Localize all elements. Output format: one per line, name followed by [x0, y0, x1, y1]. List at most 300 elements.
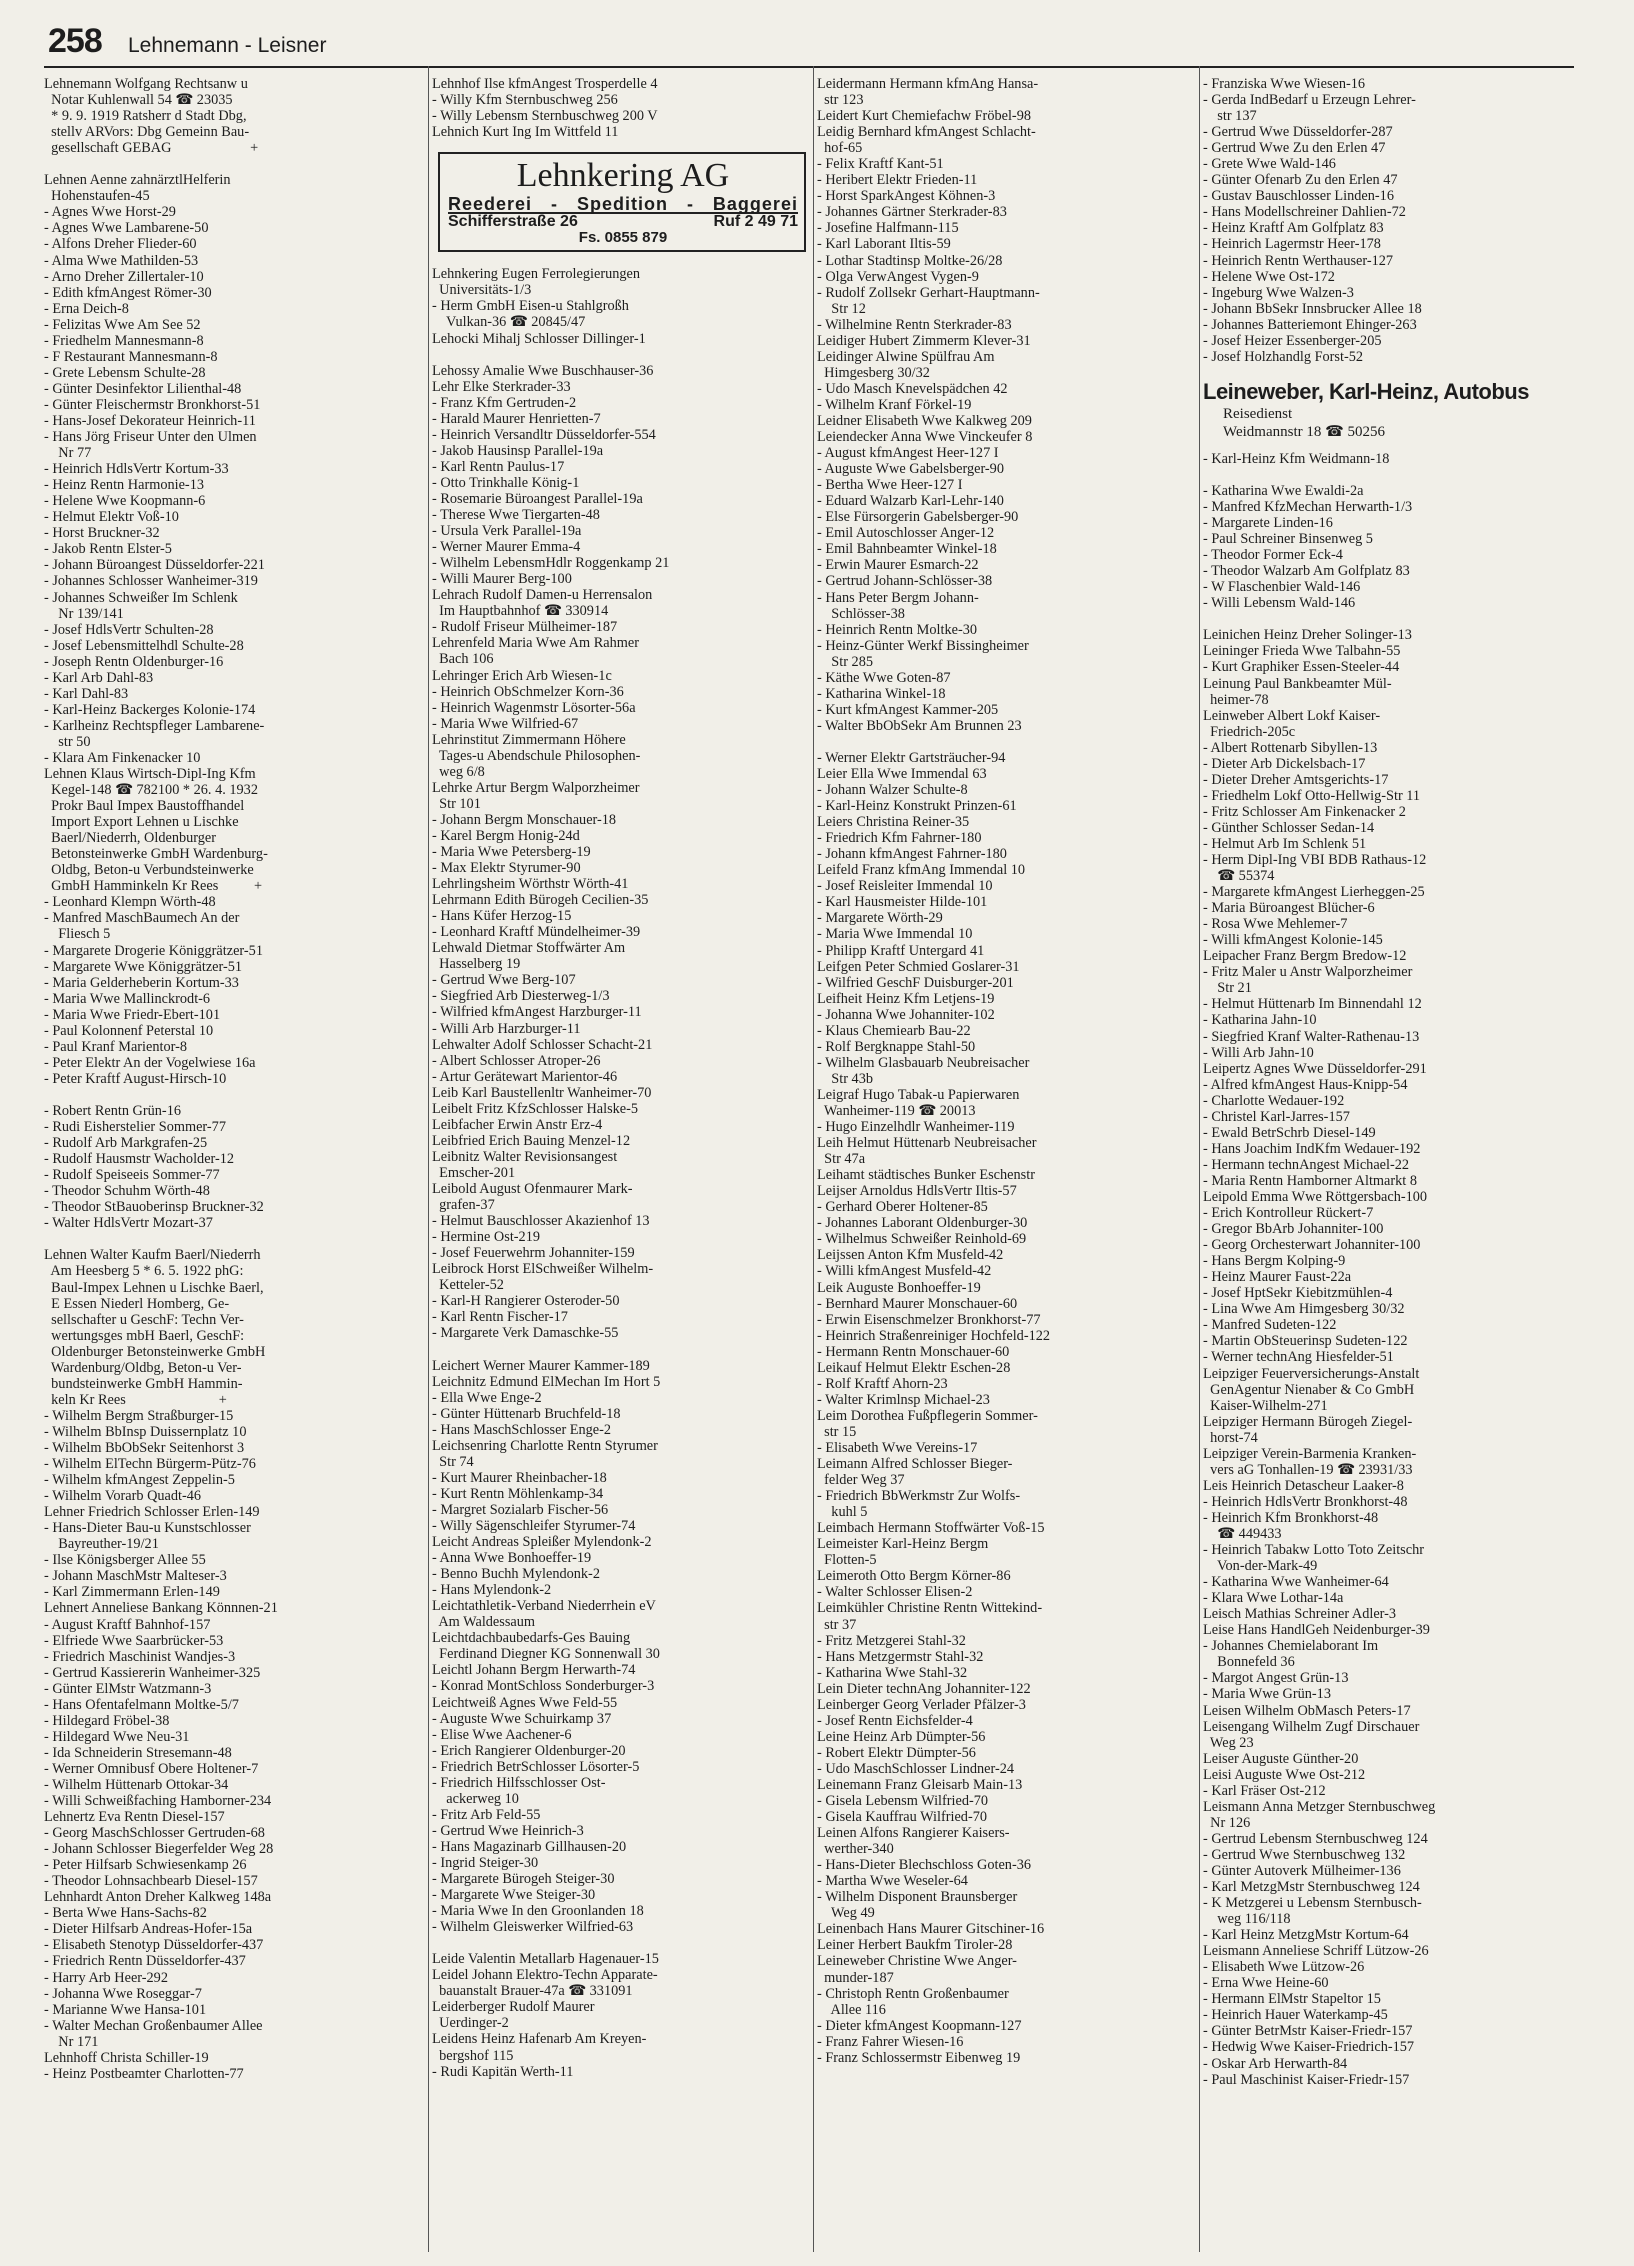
directory-entry: - Margarete Drogerie Königgrätzer-51 — [44, 942, 263, 959]
directory-entry: - Hildegard Wwe Neu-31 — [44, 1728, 190, 1745]
directory-entry: - Margarete Wwe Steiger-30 — [432, 1887, 596, 1904]
directory-entry: - Gregor BbArb Johanniter-100 — [1203, 1221, 1384, 1238]
directory-entry: - Günther Schlosser Sedan-14 — [1203, 819, 1375, 836]
directory-entry: - Werner Elektr Gartsträucher-94 — [817, 749, 1006, 766]
directory-entry: - Wilfried kfmAngest Harzburger-11 — [432, 1004, 642, 1021]
directory-entry: - Walter Krimlnsp Michael-23 — [817, 1391, 990, 1408]
ad-company-name: Leineweber, Karl-Heinz, Autobus — [1203, 378, 1529, 404]
directory-entry: Weg 23 — [1203, 1734, 1254, 1751]
directory-entry: - Josef Rentn Eichsfelder-4 — [817, 1712, 973, 1729]
directory-entry: - Heinrich Versandltr Düsseldorfer-554 — [432, 426, 656, 443]
directory-entry: Lehossy Amalie Wwe Buschhauser-36 — [432, 362, 654, 379]
directory-entry: werther-340 — [817, 1841, 894, 1858]
directory-entry: Leichtathletik-Verband Niederrhein eV — [432, 1598, 656, 1615]
ad-service: Spedition — [576, 194, 668, 215]
directory-entry: - Elisabeth Wwe Lützow-26 — [1203, 1959, 1365, 1976]
directory-entry: - Felix Kraftf Kant-51 — [817, 156, 944, 173]
directory-entry: Leisen Wilhelm ObMasch Peters-17 — [1203, 1702, 1411, 1719]
directory-entry: - Kurt Maurer Rheinbacher-18 — [432, 1469, 607, 1486]
directory-entry: - Friedrich BbWerkmstr Zur Wolfs- — [817, 1488, 1021, 1505]
directory-entry: - Hans Ofentafelmann Moltke-5/7 — [44, 1696, 239, 1713]
directory-entry: - Johann BbSekr Innsbrucker Allee 18 — [1203, 300, 1422, 317]
directory-entry: - Gerhard Oberer Holtener-85 — [817, 1199, 988, 1216]
directory-entry: - Wilhelm kfmAngest Zeppelin-5 — [44, 1472, 235, 1489]
directory-entry: - Wilhelm Vorarb Quadt-46 — [44, 1488, 202, 1505]
directory-entry: Leipziger Feuerversicherungs-Anstalt — [1203, 1365, 1420, 1382]
directory-entry: - Wilhelm ElTechn Bürgerm-Pütz-76 — [44, 1456, 256, 1473]
directory-entry: Bach 106 — [432, 651, 494, 668]
ad-line: Reisedienst — [1223, 405, 1293, 422]
directory-entry: - Katharina Wwe Stahl-32 — [817, 1664, 968, 1681]
directory-entry: - Helmut Elektr Voß-10 — [44, 509, 179, 526]
ad-phone: Ruf 2 49 71 — [713, 213, 798, 231]
directory-entry: Leichtl Johann Bergm Herwarth-74 — [432, 1662, 636, 1679]
directory-entry: Leijssen Anton Kfm Musfeld-42 — [817, 1247, 1004, 1264]
directory-entry: Lehrach Rudolf Damen-u Herrensalon — [432, 587, 653, 604]
directory-entry: Lehrinstitut Zimmermann Höhere — [432, 731, 626, 748]
directory-entry: - Rudolf Zollsekr Gerhart-Hauptmann- — [817, 284, 1040, 301]
directory-entry: Lehrke Artur Bergm Walporzheimer — [432, 779, 640, 796]
directory-entry: - Gertrud Wwe Berg-107 — [432, 972, 576, 989]
directory-entry: - Helmut Hüttenarb Im Binnendahl 12 — [1203, 996, 1422, 1013]
directory-entry: Nr 77 — [44, 445, 92, 462]
directory-entry: Leimann Alfred Schlosser Bieger- — [817, 1456, 1013, 1473]
directory-entry: Str 12 — [817, 300, 866, 317]
directory-entry: - Hans Metzgermstr Stahl-32 — [817, 1648, 984, 1665]
directory-entry: Notar Kuhlenwall 54 ☎ 23035 — [44, 92, 233, 109]
directory-entry: Lehner Friedrich Schlosser Erlen-149 — [44, 1504, 260, 1521]
directory-entry: - Otto Trinkhalle König-1 — [432, 474, 580, 491]
directory-entry: - Paul Kranf Marientor-8 — [44, 1038, 188, 1055]
directory-entry: Leinung Paul Bankbeamter Mül- — [1203, 675, 1392, 692]
directory-entry: - Fritz Arb Feld-55 — [432, 1806, 541, 1823]
directory-entry: - Günter Fleischermstr Bronkhorst-51 — [44, 396, 261, 413]
directory-entry: - Willi kfmAngest Kolonie-145 — [1203, 932, 1383, 949]
directory-entry: ☎ 55374 — [1203, 868, 1275, 885]
directory-entry: Leifheit Heinz Kfm Letjens-19 — [817, 990, 995, 1007]
directory-entry: - Willy Kfm Sternbuschweg 256 — [432, 92, 618, 109]
directory-entry: - Gerda IndBedarf u Erzeugn Lehrer- — [1203, 92, 1416, 109]
directory-entry: - August Kraftf Bahnhof-157 — [44, 1616, 211, 1633]
directory-entry: - Johann Walzer Schulte-8 — [817, 782, 968, 799]
directory-entry: - Heribert Elektr Frieden-11 — [817, 172, 978, 189]
directory-entry: Leipold Emma Wwe Röttgersbach-100 — [1203, 1189, 1428, 1205]
directory-entry: - Erna Wwe Heine-60 — [1203, 1975, 1329, 1992]
directory-entry: - Werner technAng Hiesfelder-51 — [1203, 1349, 1394, 1366]
directory-entry: - Helmut Bauschlosser Akazienhof 13 — [432, 1213, 650, 1230]
directory-entry: - Paul Schreiner Binsenweg 5 — [1203, 531, 1373, 548]
directory-entry: - Paul Kolonnenf Peterstal 10 — [44, 1022, 214, 1039]
directory-entry: - Gertrud Kassiererin Wanheimer-325 — [44, 1664, 261, 1681]
directory-entry: - Emil Bahnbeamter Winkel-18 — [817, 541, 997, 558]
directory-entry: - Lina Wwe Am Himgesberg 30/32 — [1203, 1301, 1405, 1318]
directory-entry: - Theodor Lohnsachbearb Diesel-157 — [44, 1873, 258, 1890]
directory-entry: Lehnhoff Christa Schiller-19 — [44, 2049, 209, 2066]
directory-entry: - Helene Wwe Ost-172 — [1203, 268, 1335, 285]
directory-entry: - Willi Maurer Berg-100 — [432, 571, 572, 588]
directory-entry: - Heinz-Günter Werkf Bissingheimer — [817, 637, 1029, 654]
directory-entry: Leininger Frieda Wwe Talbahn-55 — [1203, 643, 1401, 660]
directory-entry: Friedrich-205c — [1203, 723, 1296, 740]
directory-entry: Leichnitz Edmund ElMechan Im Hort 5 — [432, 1373, 661, 1390]
directory-entry: - Gertrud Wwe Sternbuschweg 132 — [1203, 1846, 1406, 1863]
directory-entry: - Ewald BetrSchrb Diesel-149 — [1203, 1124, 1376, 1141]
directory-entry: - Agnes Wwe Lambarene-50 — [44, 220, 209, 237]
directory-entry: - Margarete kfmAngest Lierheggen-25 — [1203, 884, 1425, 901]
ad-separator: - — [551, 194, 559, 215]
directory-entry: Leijser Arnoldus HdlsVertr Iltis-57 — [817, 1183, 1017, 1200]
directory-entry: Lehnemann Wolfgang Rechtsanw u — [44, 76, 248, 92]
directory-entry: grafen-37 — [432, 1197, 495, 1214]
directory-entry: - Fritz Maler u Anstr Walporzheimer — [1203, 964, 1413, 981]
directory-entry: - Leonhard Klempn Wörth-48 — [44, 894, 216, 911]
directory-entry: bergshof 115 — [432, 2047, 514, 2064]
directory-entry: - Anna Wwe Bonhoeffer-19 — [432, 1550, 592, 1567]
directory-entry: - Walter Mechan Großenbaumer Allee — [44, 2017, 263, 2034]
directory-entry: Leib Karl Baustellenltr Wanheimer-70 — [432, 1084, 652, 1101]
directory-entry: - Auguste Wwe Schuirkamp 37 — [432, 1710, 612, 1727]
directory-entry: - Heinrich Kfm Bronkhorst-48 — [1203, 1509, 1379, 1526]
directory-entry: - Manfred Sudeten-122 — [1203, 1317, 1337, 1334]
directory-entry: - Margarete Wwe Königgrätzer-51 — [44, 958, 243, 975]
directory-entry: - Theodor StBauoberinsp Bruckner-32 — [44, 1199, 264, 1216]
directory-entry: Lehwalter Adolf Schlosser Schacht-21 — [432, 1036, 653, 1053]
column-4-body — [1203, 451, 1583, 2088]
directory-entry: - Else Fürsorgerin Gabelsberger-90 — [817, 509, 1019, 526]
directory-entry: - Wilhelm BbInsp Duissernplatz 10 — [44, 1423, 247, 1440]
directory-entry: - Werner Omnibusf Obere Holtener-7 — [44, 1760, 259, 1777]
directory-entry: - Franz Kfm Gertruden-2 — [432, 394, 577, 411]
directory-entry: Leibrock Horst ElSchweißer Wilhelm- — [432, 1261, 654, 1278]
directory-entry: - Hans-Dieter Blechschloss Goten-36 — [817, 1857, 1031, 1874]
directory-entry: - Maria Rentn Hamborner Altmarkt 8 — [1203, 1172, 1417, 1189]
directory-entry: Ferdinand Diegner KG Sonnenwall 30 — [432, 1646, 660, 1663]
directory-entry: Uerdinger-2 — [432, 2015, 509, 2032]
directory-entry: - W Flaschenbier Wald-146 — [1203, 579, 1361, 596]
directory-entry: - Josef HdlsVertr Schulten-28 — [44, 621, 214, 638]
directory-entry: Ketteler-52 — [432, 1277, 504, 1294]
directory-entry: - Wilhelmine Rentn Sterkrader-83 — [817, 316, 1012, 333]
directory-entry: Leipacher Franz Bergm Bredow-12 — [1203, 948, 1407, 965]
directory-entry: - Johann Bergm Monschauer-18 — [432, 811, 617, 828]
directory-entry: - Johannes Laborant Oldenburger-30 — [817, 1215, 1028, 1232]
directory-entry: - Margarete Verk Damaschke-55 — [432, 1325, 619, 1342]
directory-entry: - Maria Gelderheberin Kortum-33 — [44, 974, 239, 991]
ad-telex: Fs. 0855 879 — [578, 229, 668, 247]
directory-entry: - Berta Wwe Hans-Sachs-82 — [44, 1905, 207, 1922]
directory-entry: wertungsges mbH Baerl, GeschF: — [44, 1327, 245, 1344]
directory-entry: - Herm Dipl-Ing VBI BDB Rathaus-12 — [1203, 852, 1427, 869]
ad-service: Reederei — [448, 194, 533, 215]
directory-entry: - Udo MaschSchlosser Lindner-24 — [817, 1760, 1015, 1777]
directory-entry: Leikauf Helmut Elektr Eschen-28 — [817, 1359, 1011, 1376]
directory-entry: - Christoph Rentn Großenbaumer — [817, 1985, 1009, 2002]
directory-entry: - Erwin Eisenschmelzer Bronkhorst-77 — [817, 1311, 1041, 1328]
directory-entry: - Klara Wwe Lothar-14a — [1203, 1590, 1344, 1607]
directory-entry: - Heinrich Hauer Waterkamp-45 — [1203, 2007, 1388, 2024]
directory-entry — [432, 347, 812, 363]
directory-entry: - Friedhelm Lokf Otto-Hellwig-Str 11 — [1203, 787, 1421, 804]
directory-entry: - Manfred KfzMechan Herwarth-1/3 — [1203, 498, 1413, 515]
directory-entry: Leier Ella Wwe Immendal 63 — [817, 766, 987, 783]
directory-entry: Leicht Andreas Spleißer Mylendonk-2 — [432, 1534, 652, 1551]
directory-entry: - Maria Wwe Mallinckrodt-6 — [44, 990, 211, 1007]
directory-entry: - Willi kfmAngest Musfeld-42 — [817, 1263, 992, 1280]
directory-entry: - Friedrich BetrSchlosser Lösorter-5 — [432, 1758, 640, 1775]
directory-entry: - Hans Küfer Herzog-15 — [432, 908, 572, 925]
directory-entry: - Siegfried Arb Diesterweg-1/3 — [432, 988, 610, 1005]
directory-entry: - Walter HdlsVertr Mozart-37 — [44, 1215, 213, 1232]
page-number: 258 — [48, 22, 102, 60]
directory-entry: - Benno Buchh Mylendonk-2 — [432, 1566, 600, 1583]
directory-entry: - Dieter kfmAngest Koopmann-127 — [817, 2017, 1022, 2034]
directory-entry: - Kurt Graphiker Essen-Steeler-44 — [1203, 659, 1400, 676]
directory-entry: - Olga VerwAngest Vygen-9 — [817, 268, 979, 285]
directory-entry: - Heinrich Tabakw Lotto Toto Zeitschr — [1203, 1542, 1425, 1559]
column-2-body — [432, 266, 812, 2079]
directory-entry: - Karl Rentn Fischer-17 — [432, 1309, 568, 1326]
directory-entry: - Grete Lebensm Schulte-28 — [44, 364, 206, 381]
directory-entry: - Grete Wwe Wald-146 — [1203, 156, 1336, 173]
directory-entry: Leibelt Fritz KfzSchlosser Halske-5 — [432, 1100, 639, 1117]
directory-entry: - Gertrud Wwe Zu den Erlen 47 — [1203, 140, 1386, 157]
directory-entry: - Ingeburg Wwe Walzen-3 — [1203, 284, 1354, 301]
directory-entry: - Johannes Schweißer Im Schlenk — [44, 589, 238, 606]
directory-entry: - Wilhelm Gleiswerker Wilfried-63 — [432, 1919, 634, 1936]
directory-entry: - Katharina Wwe Ewaldi-2a — [1203, 482, 1364, 499]
directory-entry: - Hans Jörg Friseur Unter den Ulmen — [44, 429, 257, 446]
directory-entry: - Manfred MaschBaumech An der — [44, 910, 240, 927]
directory-entry: - Walter Schlosser Elisen-2 — [817, 1584, 973, 1601]
directory-entry: - F Restaurant Mannesmann-8 — [44, 348, 218, 365]
directory-entry: - Heinz Rentn Harmonie-13 — [44, 477, 204, 494]
directory-entry: - Josef Reisleiter Immendal 10 — [817, 878, 993, 895]
directory-entry: Lehr Elke Sterkrader-33 — [432, 378, 571, 395]
directory-entry: - K Metzgerei u Lebensm Sternbusch- — [1203, 1895, 1422, 1912]
directory-entry: Leiendecker Anna Wwe Vinckeufer 8 — [817, 429, 1033, 446]
directory-entry: - Klara Am Finkenacker 10 — [44, 749, 201, 766]
directory-entry: Leinichen Heinz Dreher Solinger-13 — [1203, 627, 1412, 644]
directory-entry: - Karl Rentn Paulus-17 — [432, 458, 565, 475]
directory-entry: - Oskar Arb Herwarth-84 — [1203, 2055, 1348, 2072]
directory-entry: Lehnen Aenne zahnärztlHelferin — [44, 172, 231, 189]
directory-entry: Leismann Anna Metzger Sternbuschweg — [1203, 1798, 1436, 1815]
directory-entry: - Karl Heinz MetzgMstr Kortum-64 — [1203, 1927, 1409, 1944]
directory-entry: Leifeld Franz kfmAng Immendal 10 — [817, 862, 1026, 879]
directory-entry: - Maria Wwe Wilfried-67 — [432, 715, 579, 732]
directory-entry: - Maria Wwe Immendal 10 — [817, 926, 973, 943]
directory-entry: - Willy Sägenschleifer Styrumer-74 — [432, 1517, 636, 1534]
directory-entry: Str 47a — [817, 1151, 866, 1168]
directory-entry: - Wilfried GeschF Duisburger-201 — [817, 974, 1014, 991]
directory-entry: - Gertrud Wwe Heinrich-3 — [432, 1822, 584, 1839]
directory-entry: Leidel Johann Elektro-Techn Apparate- — [432, 1967, 658, 1984]
column-1 — [44, 76, 426, 2256]
directory-entry: - Marianne Wwe Hansa-101 — [44, 2001, 207, 2018]
directory-entry: - Heinz Maurer Faust-22a — [1203, 1269, 1352, 1286]
directory-entry: Leidinger Alwine Spülfrau Am — [817, 348, 995, 365]
directory-entry: - Günter Desinfektor Lilienthal-48 — [44, 380, 242, 397]
directory-entry: Leinen Alfons Rangierer Kaisers- — [817, 1825, 1010, 1842]
directory-entry: - Peter Hilfsarb Schwiesenkamp 26 — [44, 1857, 247, 1874]
directory-entry: - Günter ElMstr Watzmann-3 — [44, 1680, 212, 1697]
directory-entry: GmbH Hamminkeln Kr Rees + — [44, 878, 263, 895]
directory-entry: Oldenburger Betonsteinwerke GmbH — [44, 1343, 266, 1360]
directory-entry: stellv ARVors: Dbg Gemeinn Bau- — [44, 124, 250, 141]
directory-entry: - Hildegard Fröbel-38 — [44, 1712, 170, 1729]
directory-entry: Leidert Kurt Chemiefachw Fröbel-98 — [817, 108, 1031, 125]
directory-entry: Nr 126 — [1203, 1814, 1251, 1831]
column-3 — [817, 76, 1197, 2256]
directory-entry: Leik Auguste Bonhoeffer-19 — [817, 1279, 981, 1296]
directory-entry: Prokr Baul Impex Baustoffhandel — [44, 798, 245, 815]
ad-services — [448, 194, 798, 215]
directory-entry: - Wilhelm Kranf Förkel-19 — [817, 396, 972, 413]
directory-entry: Himgesberg 30/32 — [817, 364, 930, 381]
directory-entry: heimer-78 — [1203, 691, 1269, 708]
directory-entry: - Elise Wwe Aachener-6 — [432, 1726, 572, 1743]
directory-entry: - Karl Arb Dahl-83 — [44, 669, 154, 686]
directory-entry: - Agnes Wwe Horst-29 — [44, 204, 176, 221]
directory-entry: Lehnhardt Anton Dreher Kalkweg 148a — [44, 1889, 272, 1906]
directory-entry: - Fritz Schlosser Am Finkenacker 2 — [1203, 803, 1406, 820]
directory-entry: - Karl Hausmeister Hilde-101 — [817, 894, 988, 911]
directory-entry: - Fritz Metzgerei Stahl-32 — [817, 1632, 966, 1649]
directory-entry: Lehnhof Ilse kfmAngest Trosperdelle 4 — [432, 76, 658, 92]
directory-entry: - Josef HptSekr Kiebitzmühlen-4 — [1203, 1285, 1393, 1302]
directory-entry: - Heinz Kraftf Am Golfplatz 83 — [1203, 220, 1384, 237]
directory-entry: - Käthe Wwe Goten-87 — [817, 669, 951, 686]
directory-entry: - Karlheinz Rechtspfleger Lambarene- — [44, 717, 265, 734]
directory-entry: - Willi Schweißfaching Hamborner-234 — [44, 1793, 272, 1810]
directory-entry: Leise Hans HandlGeh Neidenburger-39 — [1203, 1622, 1430, 1639]
directory-entry: - Alma Wwe Mathilden-53 — [44, 252, 199, 269]
directory-entry: Leidner Elisabeth Wwe Kalkweg 209 — [817, 412, 1032, 429]
directory-entry: - Josefine Halfmann-115 — [817, 220, 959, 237]
directory-entry: Weg 49 — [817, 1905, 875, 1922]
directory-entry: - Josef Feuerwehrm Johanniter-159 — [432, 1245, 635, 1262]
directory-entry — [44, 156, 426, 172]
directory-entry: - Josef Lebensmittelhdl Schulte-28 — [44, 637, 244, 654]
directory-entry: bundsteinwerke GmbH Hammin- — [44, 1375, 243, 1392]
directory-entry: - Friedrich Rentn Düsseldorfer-437 — [44, 1953, 246, 1970]
name-range: Lehnemann - Leisner — [128, 34, 327, 57]
directory-entry: - Karel Bergm Honig-24d — [432, 827, 580, 844]
directory-entry: - Arno Dreher Zillertaler-10 — [44, 268, 204, 285]
directory-entry: Leiser Auguste Günther-20 — [1203, 1750, 1359, 1767]
directory-entry: Leiers Christina Reiner-35 — [817, 814, 970, 831]
lehnkering-ad — [438, 152, 806, 252]
directory-entry: - Walter BbObSekr Am Brunnen 23 — [817, 717, 1022, 734]
directory-entry: hof-65 — [817, 140, 863, 157]
directory-entry: - Franz Schlossermstr Eibenweg 19 — [817, 2049, 1021, 2066]
directory-entry: - Christel Karl-Jarres-157 — [1203, 1108, 1350, 1125]
directory-entry: felder Weg 37 — [817, 1472, 905, 1489]
directory-entry: - Theodor Walzarb Am Golfplatz 83 — [1203, 563, 1410, 580]
directory-entry: Str 21 — [1203, 980, 1252, 997]
directory-entry: str 137 — [1203, 108, 1257, 125]
directory-entry: Import Export Lehnen u Lischke — [44, 814, 239, 831]
directory-entry: kuhl 5 — [817, 1504, 868, 1521]
directory-entry: - Rosemarie Büroangest Parallel-19a — [432, 490, 643, 507]
directory-entry: - Gisela Lebensm Wilfried-70 — [817, 1793, 989, 1810]
directory-entry: - Johannes Gärtner Sterkrader-83 — [817, 204, 1007, 221]
directory-entry: - Günter Hüttenarb Bruchfeld-18 — [432, 1405, 621, 1422]
directory-entry: - Helmut Arb Im Schlenk 51 — [1203, 835, 1367, 852]
directory-entry: - Martha Wwe Weseler-64 — [817, 1873, 968, 1890]
directory-entry: Am Heesberg 5 * 6. 5. 1922 phG: — [44, 1263, 244, 1280]
directory-entry: - Hans-Josef Dekorateur Heinrich-11 — [44, 412, 256, 429]
directory-entry: - Felizitas Wwe Am See 52 — [44, 316, 201, 333]
directory-entry: Leipertz Agnes Wwe Düsseldorfer-291 — [1203, 1060, 1427, 1077]
directory-entry: Lehrmann Edith Bürogeh Cecilien-35 — [432, 892, 649, 909]
directory-entry: - Johannes Chemielaborant Im — [1203, 1638, 1379, 1655]
directory-entry: Leisengang Wilhelm Zugf Dirschauer — [1203, 1718, 1420, 1735]
directory-entry: Leidermann Hermann kfmAng Hansa- — [817, 76, 1039, 92]
directory-entry: - Gustav Bauschlosser Linden-16 — [1203, 188, 1394, 205]
ad-contact — [448, 212, 798, 230]
directory-entry: Kaiser-Wilhelm-271 — [1203, 1397, 1328, 1414]
directory-entry: - Wilhelm Disponent Braunsberger — [817, 1889, 1018, 1906]
directory-entry: Lehnen Klaus Wirtsch-Dipl-Ing Kfm — [44, 766, 256, 783]
directory-entry: - Rudolf Hausmstr Wacholder-12 — [44, 1151, 235, 1168]
directory-entry: Leibold August Ofenmaurer Mark- — [432, 1181, 633, 1197]
directory-entry: - Udo Masch Knevelspädchen 42 — [817, 380, 1008, 397]
directory-entry: Betonsteinwerke GmbH Wardenburg- — [44, 846, 268, 863]
directory-entry: - Friedhelm Mannesmann-8 — [44, 332, 204, 349]
directory-entry: Str 43b — [817, 1070, 874, 1087]
directory-entry: str 15 — [817, 1423, 857, 1440]
directory-entry: - Hans Magazinarb Gillhausen-20 — [432, 1838, 627, 1855]
directory-entry: - Georg Orchesterwart Johanniter-100 — [1203, 1237, 1421, 1254]
directory-entry: - Heinrich HdlsVertr Bronkhorst-48 — [1203, 1493, 1408, 1510]
directory-entry: Bayreuther-19/21 — [44, 1536, 159, 1553]
directory-entry: Leinemann Franz Gleisarb Main-13 — [817, 1776, 1023, 1793]
directory-entry: - Karl MetzgMstr Sternbuschweg 124 — [1203, 1879, 1420, 1896]
directory-entry: - Siegfried Kranf Walter-Rathenau-13 — [1203, 1028, 1420, 1045]
directory-entry: - Gisela Kauffrau Wilfried-70 — [817, 1809, 987, 1826]
directory-entry: - Karl-H Rangierer Osteroder-50 — [432, 1293, 620, 1310]
directory-entry: Leine Heinz Arb Dümpter-56 — [817, 1728, 986, 1745]
directory-entry: - Wilhelm Glasbauarb Neubreisacher — [817, 1054, 1030, 1071]
ad-address: Schifferstraße 26 — [448, 213, 578, 231]
directory-entry — [432, 1935, 812, 1951]
directory-entry: Leibfacher Erwin Anstr Erz-4 — [432, 1116, 603, 1133]
directory-entry: Oldbg, Beton-u Verbundsteinwerke — [44, 862, 254, 879]
column-4 — [1203, 76, 1583, 2256]
directory-entry: Nr 139/141 — [44, 605, 124, 622]
directory-entry: Leichert Werner Maurer Kammer-189 — [432, 1357, 650, 1374]
directory-entry: - Albert Rottenarb Sibyllen-13 — [1203, 739, 1378, 756]
directory-entry: Leim Dorothea Fußpflegerin Sommer- — [817, 1407, 1038, 1424]
directory-entry: - Dieter Dreher Amtsgerichts-17 — [1203, 771, 1389, 788]
directory-entry: - Edith kfmAngest Römer-30 — [44, 284, 212, 301]
directory-entry: - Erna Deich-8 — [44, 300, 129, 317]
ad-separator: - — [686, 194, 694, 215]
directory-entry: - Johanna Wwe Roseggar-7 — [44, 1985, 202, 2002]
directory-entry: Lein Dieter technAng Johanniter-122 — [817, 1680, 1031, 1697]
directory-entry: - Kurt kfmAngest Kammer-205 — [817, 701, 999, 718]
directory-entry: - Auguste Wwe Gabelsberger-90 — [817, 461, 1004, 478]
directory-entry: - Karl Dahl-83 — [44, 685, 129, 702]
directory-entry: weg 6/8 — [432, 763, 485, 780]
directory-entry: Hohenstaufen-45 — [44, 188, 150, 205]
directory-entry: - Hans Mylendonk-2 — [432, 1582, 552, 1599]
directory-entry: - Peter Elektr An der Vogelwiese 16a — [44, 1054, 256, 1071]
directory-entry: - Johann Schlosser Biegerfelder Weg 28 — [44, 1841, 274, 1858]
directory-entry: - Johannes Batteriemont Ehinger-263 — [1203, 316, 1417, 333]
directory-entry: - Willy Lebensm Sternbuschweg 200 V — [432, 108, 658, 125]
